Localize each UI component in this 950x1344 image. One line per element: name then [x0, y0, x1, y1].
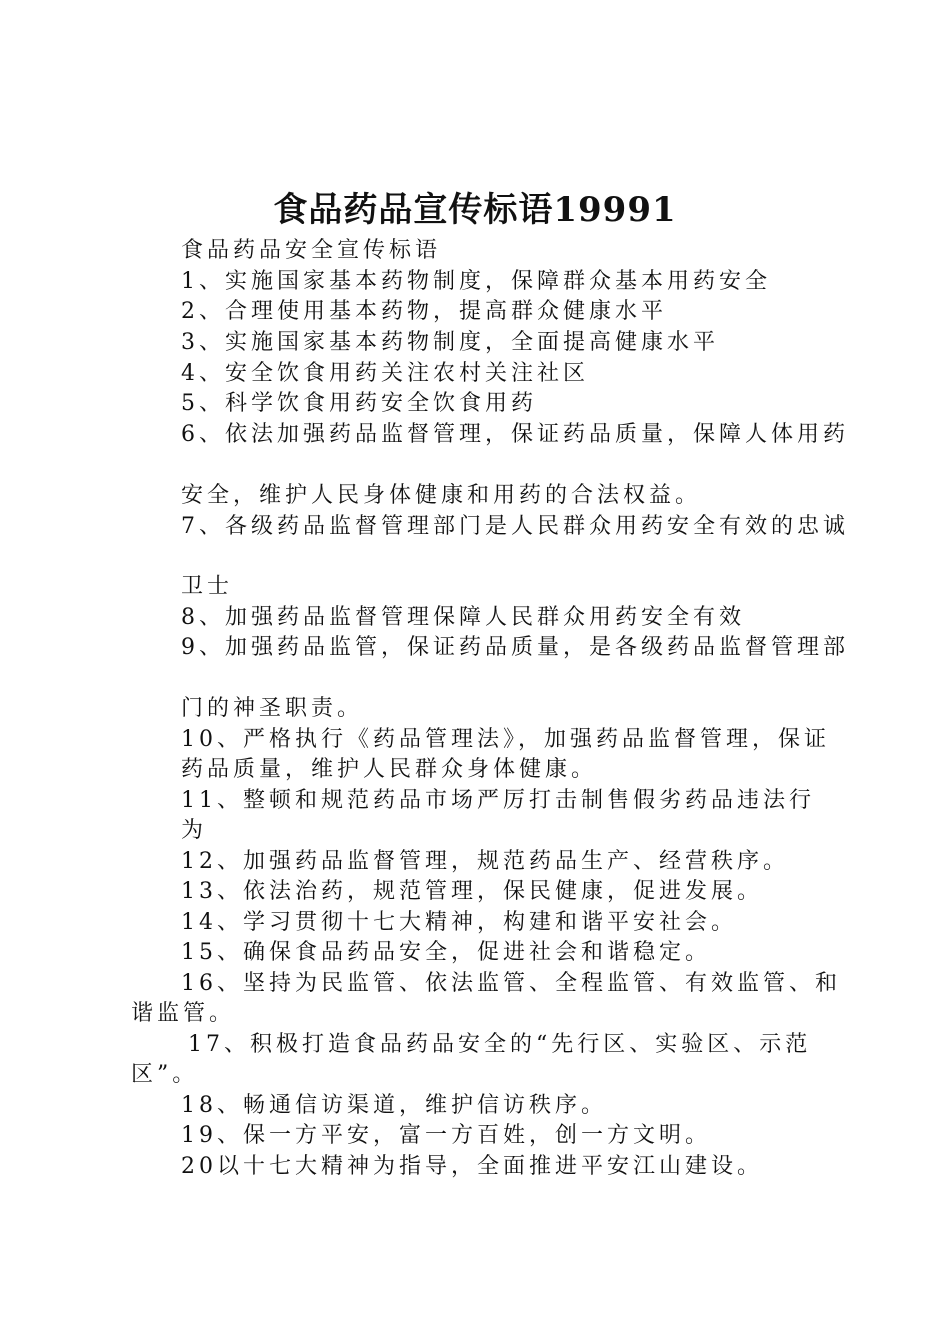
text-line: 7、各级药品监督管理部门是人民群众用药安全有效的忠诚 — [181, 514, 849, 539]
text-line: 6、依法加强药品监督管理，保证药品质量，保障人体用药 — [181, 422, 849, 447]
text-line: 18、畅通信访渠道，维护信访秩序。 — [181, 1093, 607, 1118]
text-line: 13、依法治药，规范管理，保民健康，促进发展。 — [181, 879, 763, 904]
text-line: 8、加强药品监督管理保障人民群众用药安全有效 — [181, 605, 745, 630]
text-line: 17、积极打造食品药品安全的“先行区、实验区、示范 — [188, 1032, 812, 1057]
text-line: 卫士 — [181, 574, 234, 599]
text-line: 区”。 — [131, 1062, 199, 1087]
text-line: 食品药品安全宣传标语 — [181, 238, 442, 263]
document-title: 食品药品宣传标语19991 — [273, 190, 677, 230]
text-line: 谐监管。 — [131, 1001, 236, 1026]
text-line: 门的神圣职责。 — [181, 696, 364, 721]
text-line: 11、整顿和规范药品市场严厉打击制售假劣药品违法行 — [181, 788, 815, 813]
text-line: 3、实施国家基本药物制度，全面提高健康水平 — [181, 330, 719, 355]
text-line: 20以十七大精神为指导，全面推进平安江山建设。 — [181, 1154, 763, 1179]
text-line: 15、确保食品药品安全，促进社会和谐稳定。 — [181, 940, 711, 965]
text-line: 安全，维护人民身体健康和用药的合法权益。 — [181, 483, 702, 508]
text-line: 16、坚持为民监管、依法监管、全程监管、有效监管、和 — [181, 971, 841, 996]
text-line: 9、加强药品监管，保证药品质量，是各级药品监督管理部 — [181, 635, 849, 660]
text-line: 2、合理使用基本药物，提高群众健康水平 — [181, 299, 667, 324]
text-line: 12、加强药品监督管理，规范药品生产、经营秩序。 — [181, 849, 789, 874]
text-line: 为 — [181, 818, 208, 843]
text-line: 药品质量，维护人民群众身体健康。 — [181, 757, 598, 782]
text-line: 5、科学饮食用药安全饮食用药 — [181, 391, 537, 416]
text-line: 10、严格执行《药品管理法》，加强药品监督管理，保证 — [181, 727, 830, 752]
text-line: 4、安全饮食用药关注农村关注社区 — [181, 361, 589, 386]
text-line: 19、保一方平安，富一方百姓，创一方文明。 — [181, 1123, 711, 1148]
text-line: 14、学习贯彻十七大精神，构建和谐平安社会。 — [181, 910, 737, 935]
text-line: 1、实施国家基本药物制度，保障群众基本用药安全 — [181, 269, 771, 294]
